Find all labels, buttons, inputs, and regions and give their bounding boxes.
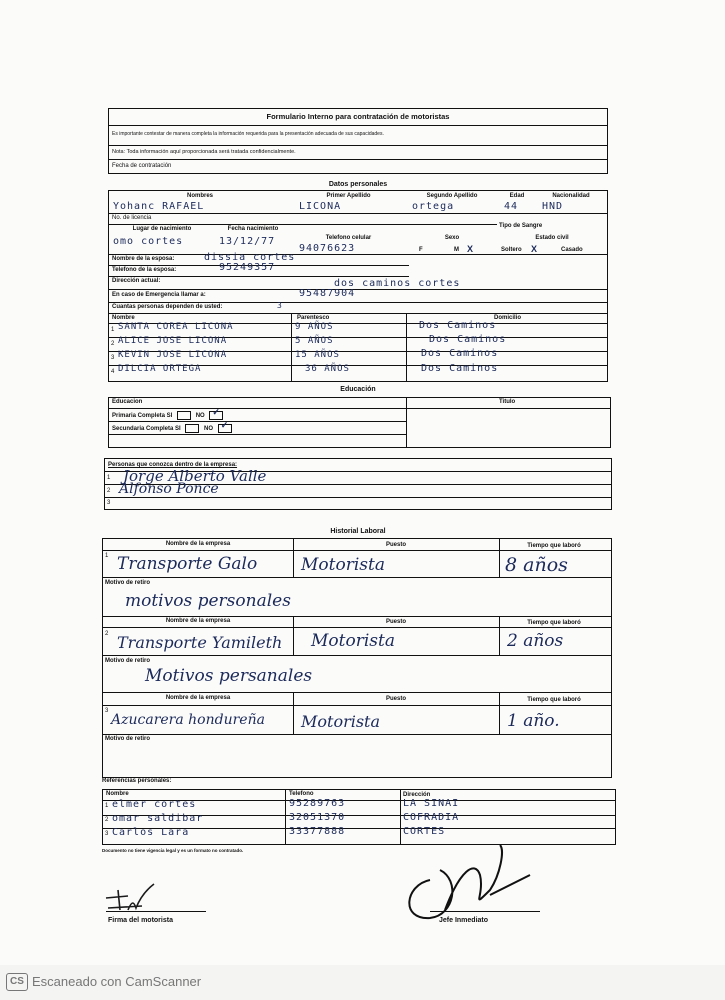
label-nombres: Nombres (186, 193, 213, 199)
contacts-label: Personas que conozca dentro de la empresa: (108, 462, 238, 468)
label-telefono: Telefono celular (325, 235, 372, 241)
header-box (108, 108, 608, 174)
job-puesto: Motorista (301, 712, 381, 731)
references-label: Referencias personales: (102, 778, 172, 784)
disclaimer: Documento no tiene vigencia legal y es un formato no contratado. (102, 848, 244, 853)
label-dependen: Cuantas personas dependen de usted: (112, 304, 223, 310)
value-nombres: Yohanc RAFAEL (113, 201, 205, 212)
value-telefono: 94076623 (299, 243, 356, 254)
contacts-box: Personas que conozca dentro de la empresa: 1 Jorge Alberto Valle 2 Alfonso Ponce 3 (104, 458, 612, 510)
primaria-no-checkbox[interactable]: ✓ (209, 411, 223, 420)
personal-section-title: Datos personales (328, 181, 388, 188)
job-motivo: Motivos persanales (145, 666, 313, 686)
confidential-note: Nota: Toda información aquí proporcionada será tratada confidencialmente. (112, 149, 296, 155)
references-box: Nombre Telefono Dirección 1 elmer cortes 95289763 LA SINAI 2 omar saldibar 32051370 COFRADIA 3 Carlos Lara 33377888 CORTES (102, 789, 616, 845)
label-esposa: Nombre de la esposa: (112, 256, 175, 262)
education-label: Educacion (112, 399, 143, 405)
value-tel-esposa: 95249357 (219, 262, 276, 273)
label-casado: Casado (561, 247, 583, 253)
education-section-title: Educación (340, 386, 376, 393)
job-empresa: Azucarera hondureña (111, 712, 265, 728)
form-title: Formulario Interno para contratación de motoristas (266, 112, 450, 121)
job-tiempo: 8 años (505, 554, 568, 576)
job-puesto: Motorista (311, 631, 395, 651)
contact-name: Alfonso Ponce (119, 481, 219, 497)
sexo-m: M (454, 247, 459, 253)
supervisor-label: Jefe Inmediato (439, 917, 489, 924)
intro-text: Es importante contestar de manera completa la información requerida para la presentación adecuada de sus capacidades. (112, 131, 384, 137)
label-tipo-sangre: Tipo de Sangre (499, 223, 543, 229)
job-empresa: Transporte Yamileth (117, 633, 283, 652)
contact-name: Jorge Alberto Valle (123, 467, 267, 485)
label-primer-apellido: Primer Apellido (326, 193, 371, 199)
label-tel-esposa: Telefono de la esposa: (112, 267, 177, 273)
soltero-mark: X (531, 244, 538, 254)
value-edad: 44 (504, 201, 519, 212)
supervisor-signature (400, 840, 540, 925)
secundaria-no-checkbox[interactable]: ✓ (218, 424, 232, 433)
value-lugar-nac: omo cortes (113, 236, 184, 247)
label-dep-parentesco: Parentesco (297, 315, 330, 321)
value-segundo-apellido: ortega (412, 201, 455, 212)
job-puesto: Motorista (301, 555, 385, 575)
job-empresa: Transporte Galo (117, 554, 258, 574)
label-segundo-apellido: Segundo Apellido (426, 193, 478, 199)
label-soltero: Soltero (501, 247, 522, 253)
label-licencia: No. de licencia (112, 215, 152, 221)
work-history-box: Nombre de la empresa Puesto Tiempo que laboró 1 Transporte Galo Motorista 8 años Motivo de retiro motivos personales Nombre de la empresa Puesto Tiempo que laboró 2 Transporte Yamileth Motorista 2 años Motivo de retiro Motivos persanales Nombre de la empresa Puesto Tiempo que laboró 3 Azucarera hondureña Motorista 1 año. Motivo de retiro (102, 538, 612, 778)
personal-data-box: Nombres Primer Apellido Segundo Apellido Edad Nacionalidad Yohanc RAFAEL LICONA ortega 44 HND No. de licencia Tipo de Sangre Lugar de nacimiento Fecha nacimiento Telefono celular Sexo Estado civil omo cortes 13/12/77 94076623 F M X Soltero X Casado Nombre de la esposa: dissia cortes Telefono de la esposa: 95249357 Dirección actual: dos caminos cortes En caso de Emergencia llamar a: 95487904 Cuantas personas dependen de usted: 3 Nombre Parentesco Domicilio 1 SANTA COREA LICONA 9 AÑOS Dos Caminos 2 ALICE JOSE LICONA 5 AÑOS Dos Caminos 3 KEVIN JOSE LICONA 15 AÑOS Dos Caminos 4 DILCIA ORTEGA 36 AÑOS Dos Caminos (108, 190, 608, 382)
value-fecha-nac: 13/12/77 (219, 236, 276, 247)
work-section-title: Historial Laboral (330, 528, 386, 535)
job-motivo: motivos personales (125, 591, 291, 611)
secundaria-si-checkbox[interactable] (185, 424, 199, 433)
scanner-footer (0, 965, 725, 1000)
primaria-si-checkbox[interactable] (177, 411, 191, 420)
label-fecha-nac: Fecha nacimiento (227, 226, 279, 232)
label-emergencia: En caso de Emergencia llamar a: (112, 292, 206, 298)
label-dep-nombre: Nombre (112, 315, 135, 321)
label-sexo: Sexo (444, 235, 460, 241)
label-lugar-nac: Lugar de nacimiento (132, 226, 192, 232)
driver-signature (98, 880, 168, 920)
primaria-label: Primaria Completa SI NO ✓ (112, 411, 226, 420)
sexo-f: F (419, 247, 423, 253)
job-tiempo: 2 años (507, 631, 564, 651)
label-dep-domicilio: Domicilio (493, 315, 521, 321)
secundaria-label: Secundaria Completa SI NO ✓ (112, 424, 235, 433)
driver-signature-label: Firma del motorista (108, 917, 173, 924)
label-estado-civil: Estado civil (535, 235, 569, 241)
label-nacionalidad: Nacionalidad (552, 193, 590, 199)
value-dependen: 3 (277, 301, 283, 310)
titulo-label: Titulo (499, 399, 516, 405)
job-tiempo: 1 año. (507, 711, 560, 731)
camscanner-label: Escaneado con CamScanner (32, 974, 202, 989)
value-emergencia: 95487904 (299, 288, 356, 299)
hire-date-label: Fecha de contratación (112, 163, 172, 169)
value-esposa: dissia cortes (204, 252, 296, 263)
value-direccion: dos caminos cortes (334, 278, 461, 289)
education-box (108, 397, 611, 448)
sexo-m-mark: X (467, 244, 474, 254)
camscanner-logo: CS (6, 973, 28, 991)
value-primer-apellido: LICONA (299, 201, 342, 212)
label-direccion: Dirección actual: (112, 278, 161, 284)
value-nacionalidad: HND (542, 201, 564, 212)
label-edad: Edad (509, 193, 525, 199)
